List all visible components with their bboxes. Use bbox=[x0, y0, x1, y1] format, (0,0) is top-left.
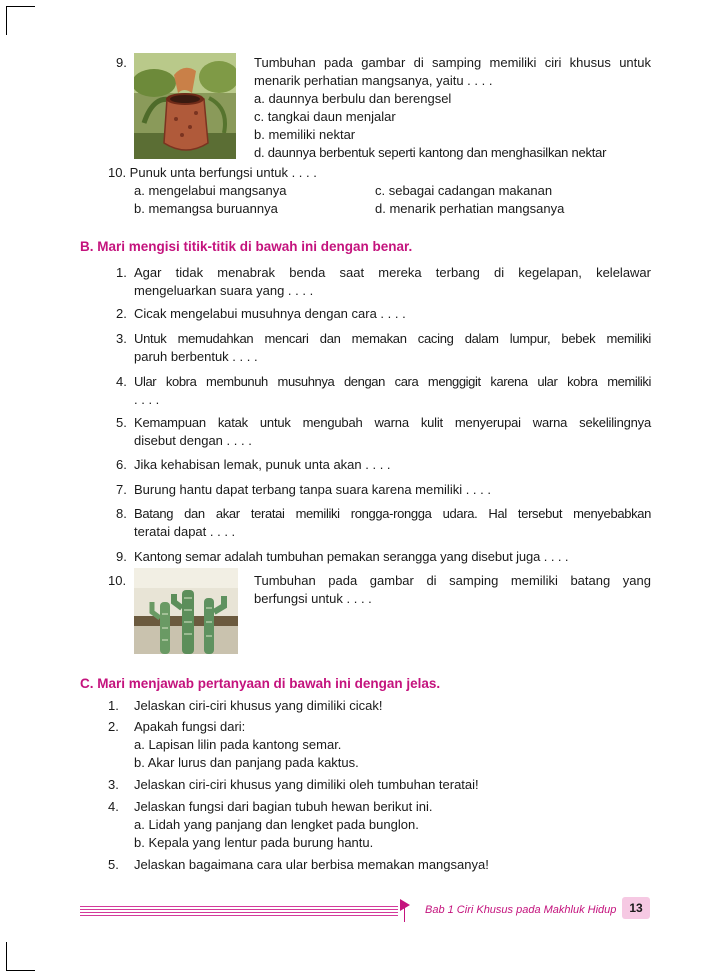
item-text-line: . . . . bbox=[134, 392, 160, 407]
answer-option: d. menarik perhatian mangsanya bbox=[375, 201, 565, 216]
item-text-line: Kantong semar adalah tumbuhan pemakan serangga yang disebut juga . . . . bbox=[134, 549, 569, 564]
item-text-line: Kemampuan katak untuk mengubah warna kulit menyerupai warna sekelilingnya bbox=[134, 415, 651, 430]
item-text-line: Jika kehabisan lemak, punuk unta akan . . . . bbox=[134, 457, 391, 472]
answer-option: c. sebagai cadangan makanan bbox=[375, 183, 553, 198]
question-text-line: 10. Punuk unta berfungsi untuk . . . . bbox=[108, 165, 317, 180]
item-number: 4. bbox=[108, 799, 119, 814]
item-text-line: Apakah fungsi dari: bbox=[134, 719, 246, 734]
question-text-line: Tumbuhan pada gambar di samping memiliki ciri khusus untuk bbox=[254, 55, 651, 70]
answer-option: b. memiliki nektar bbox=[254, 127, 356, 142]
item-number: 8. bbox=[116, 506, 127, 521]
item-text-line: Tumbuhan pada gambar di samping memiliki batang yang bbox=[254, 573, 651, 588]
item-number: 1. bbox=[108, 698, 119, 713]
cactus-image bbox=[134, 568, 238, 654]
item-number: 9. bbox=[116, 549, 127, 564]
item-text-line: paruh berbentuk . . . . bbox=[134, 349, 258, 364]
item-number: 5. bbox=[116, 415, 127, 430]
question-number: 9. bbox=[116, 55, 127, 70]
footer-arrow-icon bbox=[398, 897, 412, 919]
item-number: 5. bbox=[108, 857, 119, 872]
sub-item: a. Lapisan lilin pada kantong semar. bbox=[134, 737, 342, 752]
answer-option: d. daunnya berbentuk seperti kantong dan menghasilkan nektar bbox=[254, 145, 607, 160]
item-number: 3. bbox=[116, 331, 127, 346]
item-number: 4. bbox=[116, 374, 127, 389]
item-number: 10. bbox=[108, 573, 127, 588]
footer-chapter-title: Bab 1 Ciri Khusus pada Makhluk Hidup bbox=[425, 904, 617, 916]
sub-item: b. Kepala yang lentur pada burung hantu. bbox=[134, 835, 374, 850]
item-text-line: Untuk memudahkan mencari dan memakan cacing dalam lumpur, bebek memiliki bbox=[134, 331, 651, 346]
item-text-line: Jelaskan bagaimana cara ular berbisa memakan mangsanya! bbox=[134, 857, 489, 872]
answer-option: a. mengelabui mangsanya bbox=[134, 183, 287, 198]
footer-divider bbox=[404, 904, 405, 922]
item-text-line: Jelaskan fungsi dari bagian tubuh hewan berikut ini. bbox=[134, 799, 433, 814]
question-text-line: menarik perhatian mangsanya, yaitu . . . . bbox=[254, 73, 493, 88]
item-text-line: Batang dan akar teratai memiliki rongga-rongga udara. Hal tersebut menyebabkan bbox=[134, 506, 651, 521]
section-c-heading: C. Mari menjawab pertanyaan di bawah ini dengan jelas. bbox=[80, 676, 441, 691]
answer-option: b. memangsa buruannya bbox=[134, 201, 278, 216]
item-number: 2. bbox=[116, 306, 127, 321]
item-text-line: Cicak mengelabui musuhnya dengan cara . . . . bbox=[134, 306, 406, 321]
item-text-line: mengeluarkan suara yang . . . . bbox=[134, 283, 314, 298]
page-number: 13 bbox=[622, 897, 650, 919]
pitcher-plant-image bbox=[134, 53, 236, 159]
footer-rule bbox=[80, 906, 398, 918]
answer-option: c. tangkai daun menjalar bbox=[254, 109, 396, 124]
item-text-line: berfungsi untuk . . . . bbox=[254, 591, 372, 606]
crop-mark-top-left bbox=[6, 6, 35, 35]
item-text-line: Jelaskan ciri-ciri khusus yang dimiliki oleh tumbuhan teratai! bbox=[134, 777, 479, 792]
item-number: 3. bbox=[108, 777, 119, 792]
crop-mark-bottom-left bbox=[6, 942, 35, 971]
item-text-line: teratai dapat . . . . bbox=[134, 524, 236, 539]
sub-item: b. Akar lurus dan panjang pada kaktus. bbox=[134, 755, 359, 770]
item-text-line: Agar tidak menabrak benda saat mereka terbang di kegelapan, kelelawar bbox=[134, 265, 651, 280]
sub-item: a. Lidah yang panjang dan lengket pada bunglon. bbox=[134, 817, 419, 832]
item-text-line: Jelaskan ciri-ciri khusus yang dimiliki cicak! bbox=[134, 698, 383, 713]
item-number: 1. bbox=[116, 265, 127, 280]
item-number: 7. bbox=[116, 482, 127, 497]
item-text-line: Ular kobra membunuh musuhnya dengan cara menggigit karena ular kobra memiliki bbox=[134, 374, 651, 389]
answer-option: a. daunnya berbulu dan berengsel bbox=[254, 91, 452, 106]
section-b-heading: B. Mari mengisi titik-titik di bawah ini dengan benar. bbox=[80, 239, 413, 254]
item-number: 6. bbox=[116, 457, 127, 472]
item-number: 2. bbox=[108, 719, 119, 734]
item-text-line: Burung hantu dapat terbang tanpa suara karena memiliki . . . . bbox=[134, 482, 491, 497]
item-text-line: disebut dengan . . . . bbox=[134, 433, 252, 448]
